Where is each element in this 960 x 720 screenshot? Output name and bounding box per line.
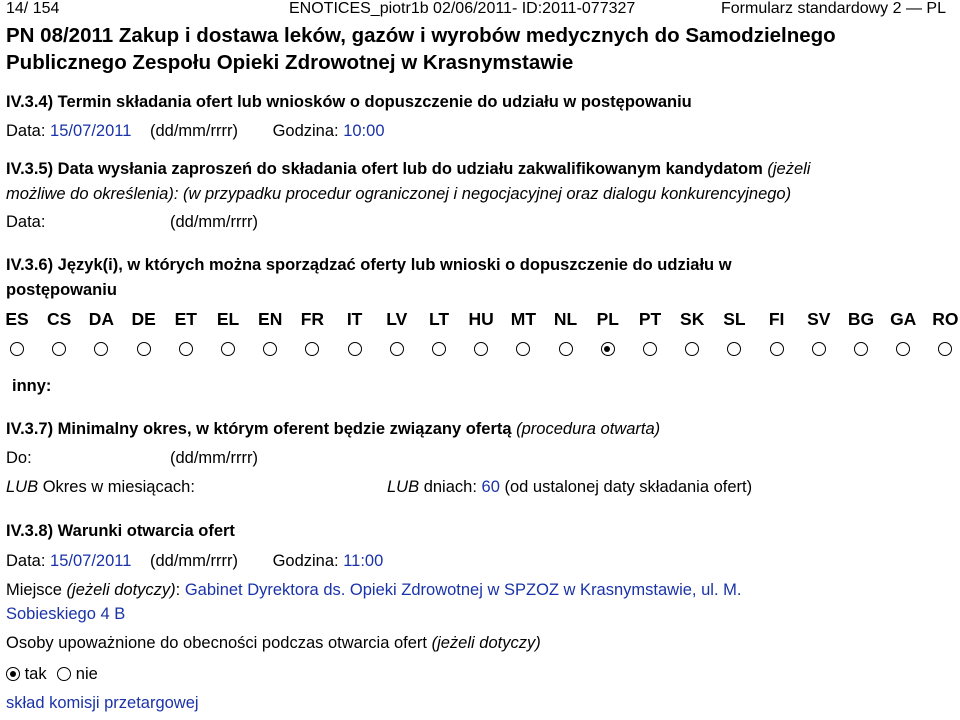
section-iv-3-4-date-row: [6, 122, 385, 141]
persons-row: [6, 634, 541, 653]
section-iv-3-7-do-label: Do:: [6, 449, 32, 467]
language-radio-it[interactable]: [348, 342, 362, 356]
section-iv-3-5-date-format: (dd/mm/rrrr): [170, 213, 258, 231]
days-row: [387, 478, 752, 497]
date-format: (dd/mm/rrrr): [149, 122, 238, 140]
language-label-ro: RO: [932, 309, 959, 329]
language-label-sv: SV: [807, 309, 831, 329]
language-radio-sk[interactable]: [685, 342, 699, 356]
yes-radio[interactable]: [6, 667, 20, 681]
notice-title-line1: PN 08/2011 Zakup i dostawa leków, gazów i wyrobów medycznych do Samodzielnego: [6, 24, 836, 47]
form-name: Formularz standardowy 2 — PL: [721, 0, 946, 17]
date-value: 15/07/2011: [50, 552, 132, 570]
language-radio-lv[interactable]: [390, 342, 404, 356]
date-label: Data:: [6, 552, 46, 570]
section-iv-3-7-do-format: (dd/mm/rrrr): [170, 449, 258, 467]
language-radio-en[interactable]: [263, 342, 277, 356]
section-iv-3-5-subline: [6, 185, 791, 204]
page-counter: 14/ 154: [6, 0, 60, 17]
place-row: [6, 581, 741, 600]
language-label-fr: FR: [300, 309, 325, 329]
language-label-pl: PL: [596, 309, 619, 329]
section-iv-3-4-heading: IV.3.4) Termin składania ofert lub wniosków o dopuszczenie do udziału w postępowaniu: [6, 93, 692, 111]
date-format: (dd/mm/rrrr): [149, 552, 238, 570]
place-colon: :: [175, 581, 181, 599]
time-value: 11:00: [343, 552, 384, 570]
language-label-it: IT: [346, 309, 363, 329]
language-radio-fi[interactable]: [770, 342, 784, 356]
language-radio-mt[interactable]: [516, 342, 530, 356]
days-value: 60: [481, 478, 500, 496]
language-radio-ro[interactable]: [938, 342, 952, 356]
place-value-line2: Sobieskiego 4 B: [6, 605, 126, 623]
language-label-en: EN: [258, 309, 283, 329]
language-label-da: DA: [88, 309, 115, 329]
section-iv-3-5-note: (jeżeli: [767, 160, 811, 178]
language-radio-el[interactable]: [221, 342, 235, 356]
section-iv-3-5-procedure-note: : (w przypadku procedur ograniczonej i negocjacyjnej oraz dialogu konkurencyjnego): [173, 185, 792, 203]
place-label: Miejsce: [6, 581, 62, 599]
section-iv-3-5-date-label: Data:: [6, 213, 46, 231]
language-radio-bg[interactable]: [854, 342, 868, 356]
language-label-mt: MT: [510, 309, 537, 329]
section-iv-3-7-note: (procedura otwarta): [516, 420, 661, 438]
language-radio-pl[interactable]: [601, 342, 615, 356]
language-radio-da[interactable]: [94, 342, 108, 356]
language-label-et: ET: [174, 309, 197, 329]
date-label: Data:: [6, 122, 46, 140]
section-iv-3-7-heading: [6, 420, 660, 439]
section-iv-3-5-note-cont: możliwe do określenia): [6, 185, 174, 203]
section-iv-3-7-title: IV.3.7) Minimalny okres, w którym oferent będzie związany ofertą: [6, 420, 512, 438]
section-iv-3-8-date-row: [6, 552, 383, 571]
document-id: ENOTICES_piotr1b 02/06/2011- ID:2011-077327: [289, 0, 636, 17]
language-label-lt: LT: [428, 309, 450, 329]
section-iv-3-6-heading-line2: postępowaniu: [6, 281, 117, 299]
committee-value: skład komisji przetargowej: [6, 694, 199, 712]
language-radio-lt[interactable]: [432, 342, 446, 356]
days-suffix: (od ustalonej daty składania ofert): [504, 478, 753, 496]
section-iv-3-5-title: IV.3.5) Data wysłania zaproszeń do składania ofert lub do udziału zakwalifikowanym kandydatom: [6, 160, 763, 178]
language-label-nl: NL: [553, 309, 578, 329]
language-radio-es[interactable]: [10, 342, 24, 356]
or-label: LUB: [6, 478, 39, 496]
section-iv-3-6-heading-line1: IV.3.6) Język(i), w których można sporządzać oferty lub wnioski o dopuszczenie do udziału w: [6, 256, 732, 274]
language-label-pt: PT: [638, 309, 662, 329]
persons-label: Osoby upoważnione do obecności podczas otwarcia ofert: [6, 634, 427, 652]
persons-note: (jeżeli dotyczy): [431, 634, 541, 652]
language-label-lv: LV: [386, 309, 408, 329]
language-label-hu: HU: [468, 309, 494, 329]
yes-label: tak: [24, 665, 47, 683]
language-label-de: DE: [131, 309, 156, 329]
language-label-sk: SK: [680, 309, 705, 329]
language-radio-fr[interactable]: [305, 342, 319, 356]
language-radio-sl[interactable]: [727, 342, 741, 356]
language-radio-ga[interactable]: [896, 342, 910, 356]
date-value: 15/07/2011: [50, 122, 132, 140]
yes-no-row: [6, 665, 98, 684]
language-radio-de[interactable]: [137, 342, 151, 356]
place-value-line1: Gabinet Dyrektora ds. Opieki Zdrowotnej w SPZOZ w Krasnymstawie, ul. M.: [184, 581, 742, 599]
or-label: LUB: [387, 478, 420, 496]
section-iv-3-8-heading: IV.3.8) Warunki otwarcia ofert: [6, 522, 235, 540]
language-label-es: ES: [5, 309, 29, 329]
notice-title-line2: Publicznego Zespołu Opieki Zdrowotnej w Krasnymstawie: [6, 51, 574, 74]
no-label: nie: [75, 665, 98, 683]
language-label-sl: SL: [723, 309, 746, 329]
language-label-fi: FI: [768, 309, 785, 329]
language-label-bg: BG: [847, 309, 875, 329]
days-label: dniach:: [423, 478, 477, 496]
language-label-cs: CS: [47, 309, 72, 329]
no-radio[interactable]: [57, 667, 71, 681]
language-radio-nl[interactable]: [559, 342, 573, 356]
language-radio-et[interactable]: [179, 342, 193, 356]
months-label: Okres w miesiącach:: [42, 478, 195, 496]
language-radio-pt[interactable]: [643, 342, 657, 356]
time-value: 10:00: [343, 122, 385, 140]
place-note: (jeżeli dotyczy): [66, 581, 176, 599]
other-language-label: inny:: [12, 377, 52, 395]
language-label-el: EL: [216, 309, 240, 329]
language-radio-cs[interactable]: [52, 342, 66, 356]
language-radio-hu[interactable]: [474, 342, 488, 356]
language-label-ga: GA: [890, 309, 917, 329]
time-label: Godzina:: [272, 122, 339, 140]
language-radio-sv[interactable]: [812, 342, 826, 356]
time-label: Godzina:: [272, 552, 339, 570]
section-iv-3-5-heading: [6, 160, 810, 179]
months-row: [6, 478, 195, 497]
